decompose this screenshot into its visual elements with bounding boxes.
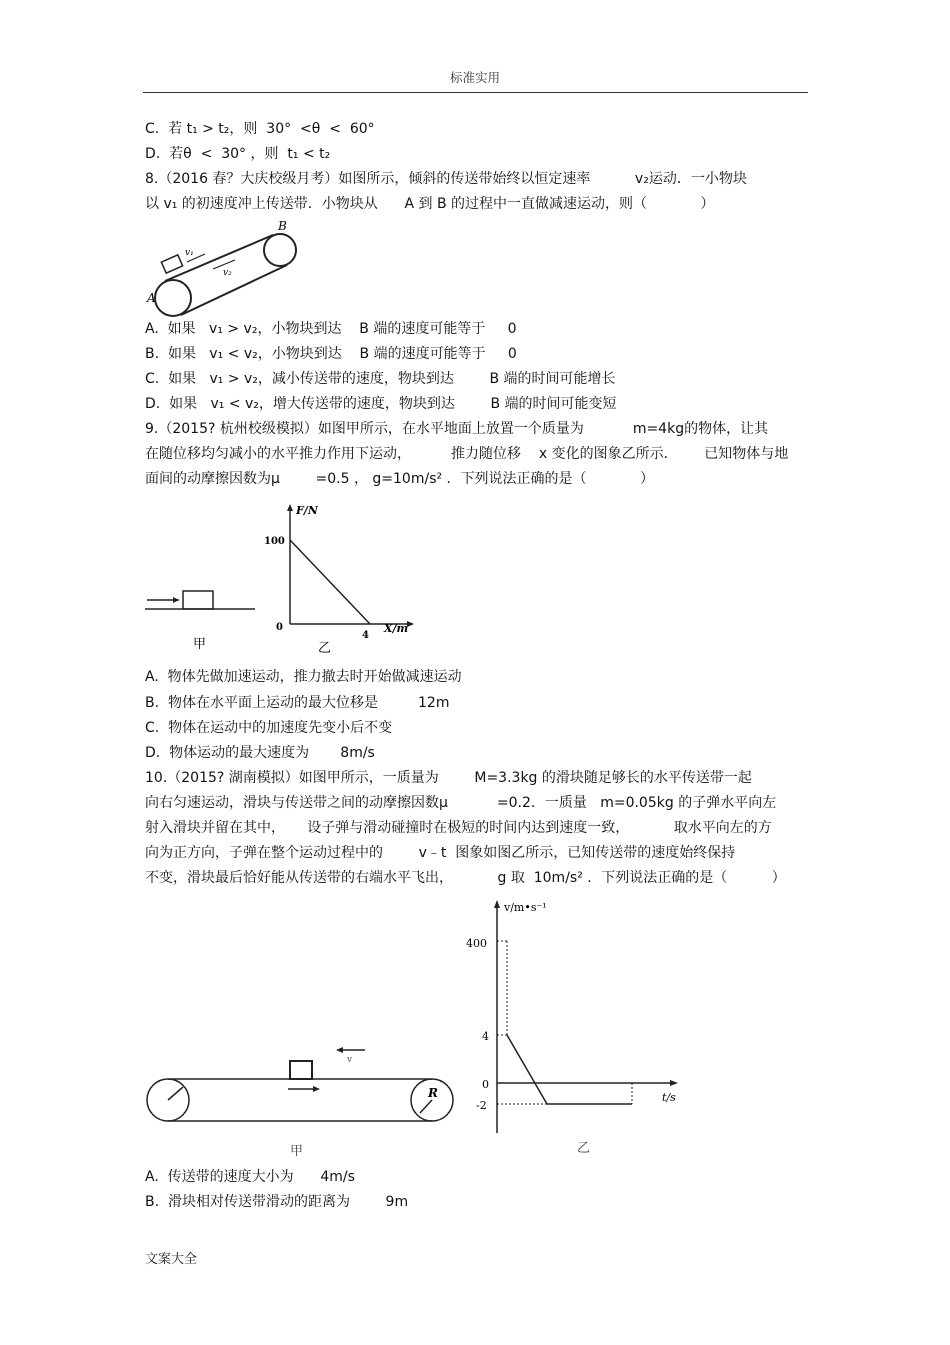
velocity-series-line [507,1035,632,1104]
caption-jia-9: 甲 [193,637,207,652]
page-header: 标准实用 [449,70,500,85]
q9-option-c: C. 物体在运动中的加速度先变小后不变 [145,720,393,736]
q9-block-figure [145,585,260,655]
q8-conveyor-figure [145,218,310,318]
q8-option-b: B. 如果 v₁ < v₂，小物块到达 B 端的速度可能等于 0 [145,346,517,362]
label-B: B [278,219,287,233]
q10-stem-line2: 向右匀速运动，滑块与传送带之间的动摩擦因数μ =0.2．一质量 m=0.05kg 的子弹水平向左 [145,795,777,811]
origin-label: 0 [276,622,283,633]
label-v1: v₁ [185,248,194,258]
y-axis-title: F/N [296,504,318,517]
q10-velocity-chart [462,895,692,1160]
y-tick-0: 0 [482,1078,489,1091]
q10-stem-line1: 10.（2015? 湖南模拟）如图甲所示，一质量为 M=3.3kg 的滑块随足够长的水平传送带一起 [145,770,752,786]
q10-stem-line5: 不变，滑块最后恰好能从传送带的右端水平飞出， g 取 10m/s² ．下列说法正确的是（ ） [145,870,786,886]
caption-yi-9: 乙 [318,641,332,656]
q9-force-chart [262,500,432,660]
q8-stem-line1: 8.（2016 春？大庆校级月考）如图所示，倾斜的传送带始终以恒定速率 v₂运动．一小物块 [145,171,747,187]
q10-option-b: B. 滑块相对传送带滑动的距离为 9m [145,1194,409,1210]
q9-stem-line2: 在随位移均匀减小的水平推力作用下运动， 推力随位移 x 变化的图象乙所示． 已知物体与地 [145,446,789,462]
y-axis-title: v/m•s⁻¹ [504,901,547,914]
x-axis-title: t/s [662,1091,676,1104]
q9-option-a: A. 物体先做加速运动，推力撤去时开始做减速运动 [145,669,462,685]
q10-stem-line3: 射入滑块并留在其中， 设子弹与滑动碰撞时在极短的时间内达到速度一致， 取水平向左的方 [145,820,772,836]
q9-option-d: D. 物体运动的最大速度为 8m/s [145,745,375,761]
label-A: A [147,291,156,305]
q8-option-a: A. 如果 v₁ > v₂，小物块到达 B 端的速度可能等于 0 [145,321,517,337]
q8-stem-line2: 以 v₁ 的初速度冲上传送带．小物块从 A 到 B 的过程中一直做减速运动，则（ ） [145,196,715,212]
y-tick-100: 100 [264,536,285,547]
caption-yi-10: 乙 [577,1141,591,1156]
q9-stem-line1: 9.（2015? 杭州校级模拟）如图甲所示，在水平地面上放置一个质量为 m=4kg的物体，让其 [145,421,769,437]
q9-stem-line3: 面间的动摩擦因数为μ =0.5 ， g=10m/s² ．下列说法正确的是（ ） [145,471,654,487]
x-tick-4: 4 [362,630,369,641]
q10-stem-line4: 向为正方向，子弹在整个运动过程中的 v﹣t 图象如图乙所示，已知传送带的速度始终保持 [145,845,736,861]
caption-jia-10: 甲 [290,1144,304,1159]
y-tick-minus2: -2 [476,1099,487,1112]
header-rule [143,92,808,93]
svg-text:v: v [347,1055,353,1065]
label-R: R [428,1086,438,1100]
q10-option-a: A. 传送带的速度大小为 4m/s [145,1169,355,1185]
y-tick-400: 400 [466,937,487,950]
q7-option-c: C. 若 t₁ > t₂，则 30° <θ < 60° [145,121,375,137]
y-tick-4: 4 [482,1030,489,1043]
q8-option-c: C. 如果 v₁ > v₂，减小传送带的速度，物块到达 B 端的时间可能增长 [145,371,616,387]
q9-option-b: B. 物体在水平面上运动的最大位移是 12m [145,695,450,711]
q10-conveyor-figure [140,1035,460,1160]
q7-option-d: D. 若θ < 30° ，则 t₁ < t₂ [145,146,331,162]
q8-option-d: D. 如果 v₁ < v₂，增大传送带的速度，物块到达 B 端的时间可能变短 [145,396,617,412]
force-series-line [290,540,370,624]
label-v2: v₂ [223,268,232,278]
x-axis-title: X/m [384,622,409,635]
page-footer: 文案大全 [145,1252,198,1267]
